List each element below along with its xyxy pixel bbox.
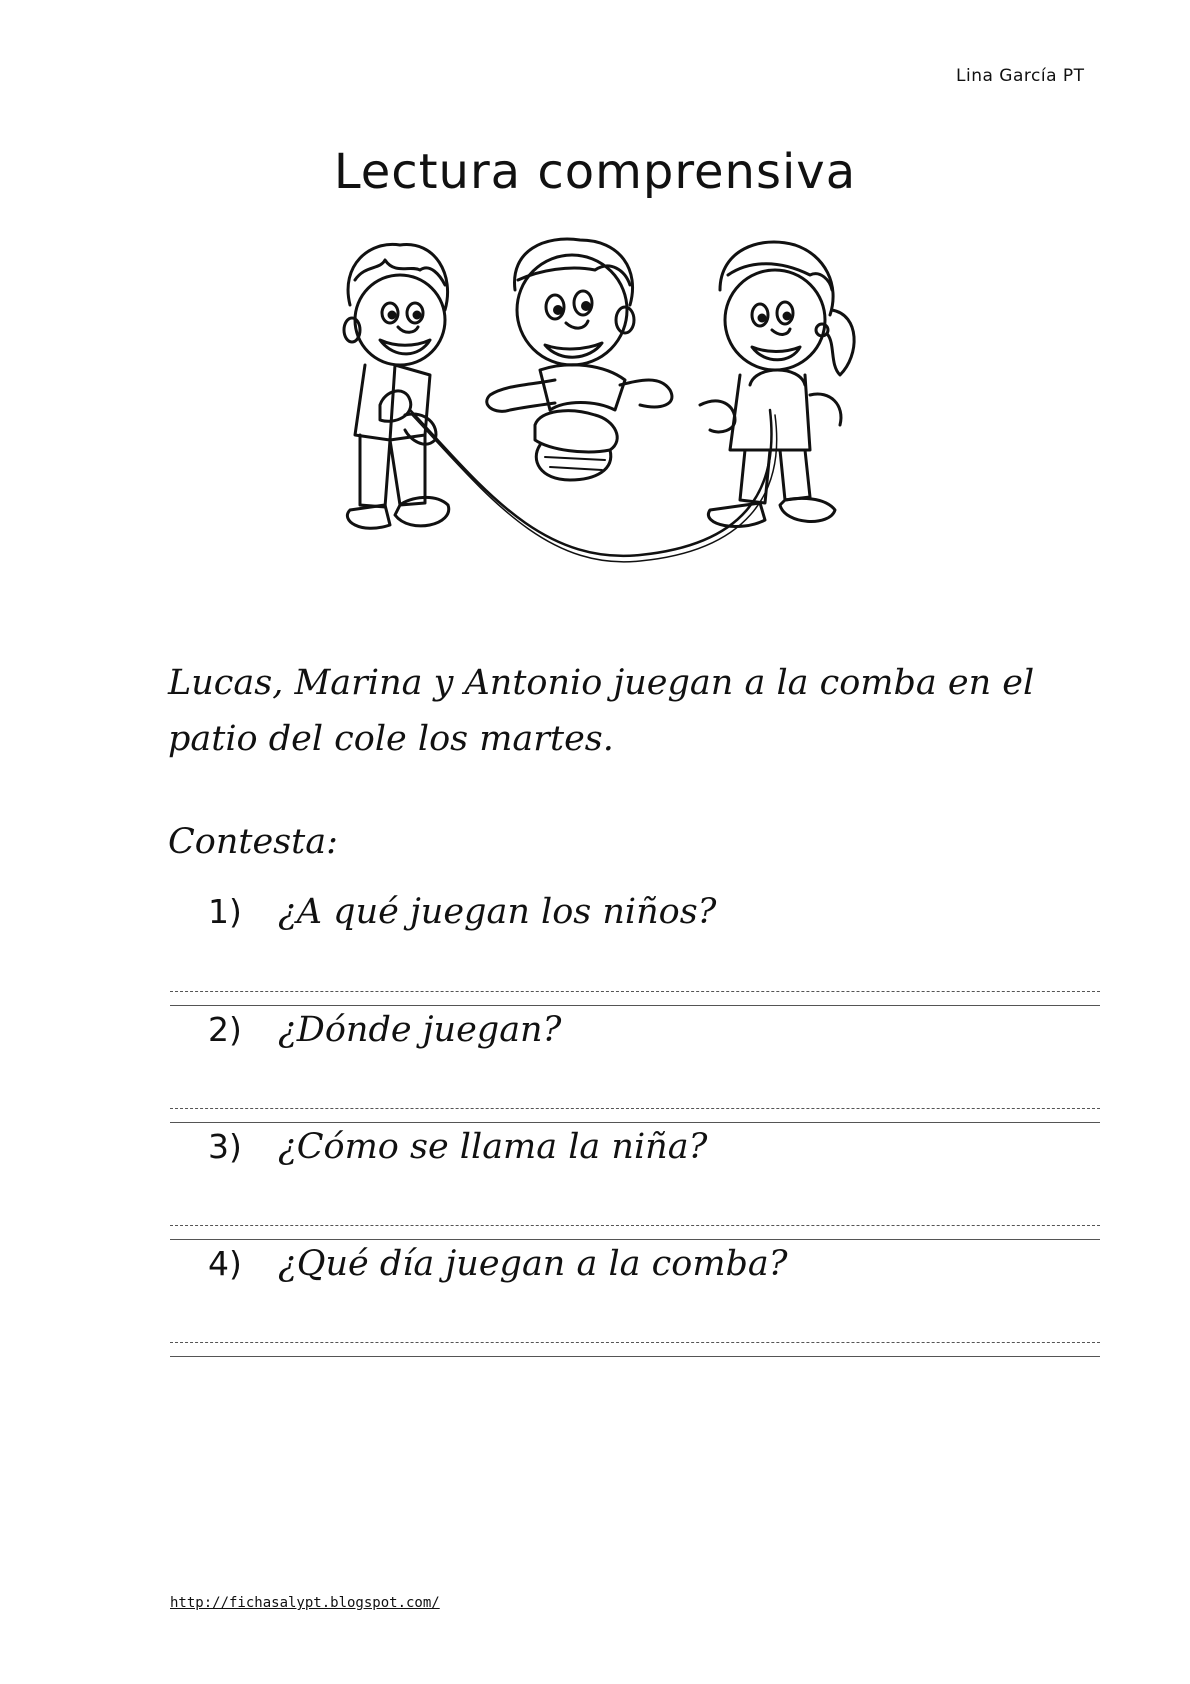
source-url-link[interactable]: http://fichasalypt.blogspot.com/ <box>170 1595 440 1611</box>
question-item <box>0 892 1190 1012</box>
question-number: 4) <box>208 1244 242 1283</box>
question-item <box>0 1010 1190 1130</box>
reading-passage: Lucas, Marina y Antonio juegan a la comba en el patio del cole los martes. <box>168 663 1035 759</box>
question-number: 2) <box>208 1010 242 1049</box>
answer-line <box>170 991 1100 992</box>
page-title: Lectura comprensiva <box>333 144 857 200</box>
question-text: ¿Cómo se llama la niña? <box>278 1127 708 1167</box>
question-number: 3) <box>208 1127 242 1166</box>
question-text: ¿A qué juegan los niños? <box>278 892 717 932</box>
question-number: 1) <box>208 892 242 931</box>
author-credit: Lina García PT <box>956 66 1085 86</box>
answer-line <box>170 1108 1100 1109</box>
answer-line <box>170 1005 1100 1006</box>
answer-line <box>170 1356 1100 1357</box>
answer-line <box>170 1239 1100 1240</box>
question-text: ¿Dónde juegan? <box>278 1010 562 1050</box>
answer-line <box>170 1122 1100 1123</box>
answer-line <box>170 1225 1100 1226</box>
question-text: ¿Qué día juegan a la comba? <box>278 1244 788 1284</box>
instruction-label: Contesta: <box>168 822 338 862</box>
answer-line <box>170 1342 1100 1343</box>
question-item <box>0 1127 1190 1247</box>
children-jump-rope-illustration <box>340 235 900 575</box>
question-item <box>0 1244 1190 1364</box>
